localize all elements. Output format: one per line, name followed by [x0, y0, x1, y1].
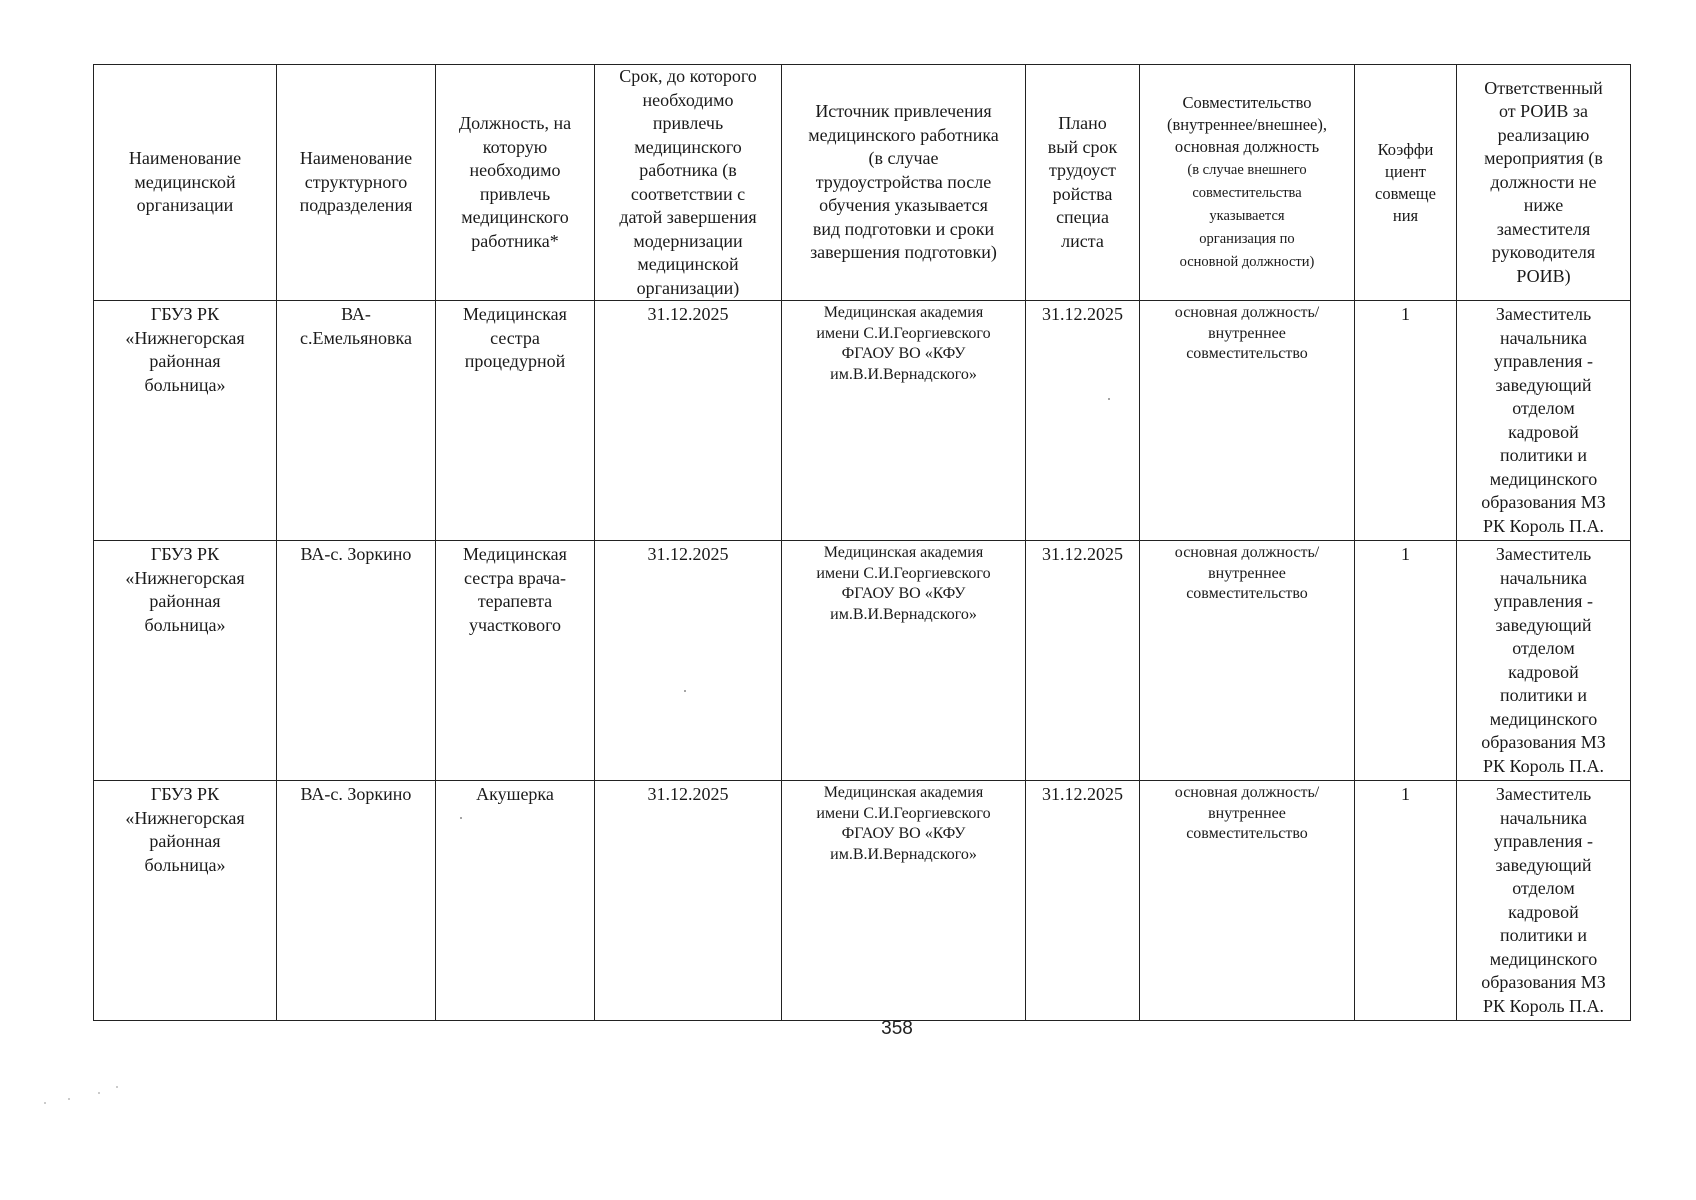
cell-deadline: 31.12.2025	[595, 301, 782, 541]
cell-combination: основная должность/ внутреннее совместительство	[1140, 301, 1355, 541]
header-deadline: Срок, до которого необходимо привлечь медицинского работника (в соответствии с датой завершения модернизации медицинской организации)	[595, 65, 782, 301]
scan-speck	[116, 1086, 118, 1088]
cell-combination: основная должность/ внутреннее совместительство	[1140, 781, 1355, 1021]
scan-speck	[68, 1098, 70, 1100]
table-row	[94, 541, 1631, 781]
header-position: Должность, на которую необходимо привлечь медицинского работника*	[436, 65, 595, 301]
header-unit-name: Наименование структурного подразделения	[277, 65, 436, 301]
page-number: 358	[881, 1018, 913, 1039]
cell-position: Медицинская сестра врача- терапевта участкового	[436, 541, 595, 781]
cell-source: Медицинская академия имени С.И.Георгиевского ФГАОУ ВО «КФУ им.В.И.Вернадского»	[782, 301, 1026, 541]
scan-speck	[684, 690, 686, 692]
cell-org: ГБУЗ РК «Нижнегорская районная больница»	[94, 541, 277, 781]
cell-unit: ВА- с.Емельяновка	[277, 301, 436, 541]
cell-coefficient: 1	[1355, 541, 1457, 781]
cell-combination: основная должность/ внутреннее совместительство	[1140, 541, 1355, 781]
scan-speck	[460, 817, 462, 819]
cell-org: ГБУЗ РК «Нижнегорская районная больница»	[94, 301, 277, 541]
staffing-table	[93, 64, 1631, 1021]
header-coefficient: Коэффи циент совмеще ния	[1355, 65, 1457, 301]
table-row	[94, 301, 1631, 541]
cell-org: ГБУЗ РК «Нижнегорская районная больница»	[94, 781, 277, 1021]
cell-unit: ВА-с. Зоркино	[277, 541, 436, 781]
cell-position: Медицинская сестра процедурной	[436, 301, 595, 541]
cell-responsible: Заместитель начальника управления - заведующий отделом кадровой политики и медицинского образования МЗ РК Король П.А.	[1457, 541, 1631, 781]
header-org-name: Наименование медицинской организации	[94, 65, 277, 301]
header-combination	[1140, 65, 1355, 301]
cell-unit: ВА-с. Зоркино	[277, 781, 436, 1021]
header-combination-note: (в случае внешнего совместительства указывается организация по основной должности)	[1179, 162, 1315, 270]
header-planned-date: Плано вый срок трудоуст ройства специа листа	[1026, 65, 1140, 301]
cell-source: Медицинская академия имени С.И.Георгиевского ФГАОУ ВО «КФУ им.В.И.Вернадского»	[782, 781, 1026, 1021]
scan-speck	[1108, 398, 1110, 400]
cell-responsible: Заместитель начальника управления - заведующий отделом кадровой политики и медицинского образования МЗ РК Король П.А.	[1457, 781, 1631, 1021]
cell-deadline: 31.12.2025	[595, 781, 782, 1021]
cell-deadline: 31.12.2025	[595, 541, 782, 781]
header-combination-main: Совместительство (внутреннее/внешнее), основная должность	[1167, 93, 1327, 156]
cell-source: Медицинская академия имени С.И.Георгиевского ФГАОУ ВО «КФУ им.В.И.Вернадского»	[782, 541, 1026, 781]
cell-coefficient: 1	[1355, 301, 1457, 541]
header-responsible: Ответственный от РОИВ за реализацию мероприятия (в должности не ниже заместителя руководителя РОИВ)	[1457, 65, 1631, 301]
cell-position: Акушерка	[436, 781, 595, 1021]
header-source: Источник привлечения медицинского работника (в случае трудоустройства после обучения указывается вид подготовки и сроки завершения подготовки)	[782, 65, 1026, 301]
scan-speck	[98, 1092, 100, 1094]
table-row	[94, 781, 1631, 1021]
table-header-row	[94, 65, 1631, 301]
cell-planned: 31.12.2025	[1026, 541, 1140, 781]
scan-speck	[44, 1102, 46, 1104]
cell-responsible: Заместитель начальника управления - заведующий отделом кадровой политики и медицинского образования МЗ РК Король П.А.	[1457, 301, 1631, 541]
cell-planned: 31.12.2025	[1026, 301, 1140, 541]
cell-coefficient: 1	[1355, 781, 1457, 1021]
cell-planned: 31.12.2025	[1026, 781, 1140, 1021]
